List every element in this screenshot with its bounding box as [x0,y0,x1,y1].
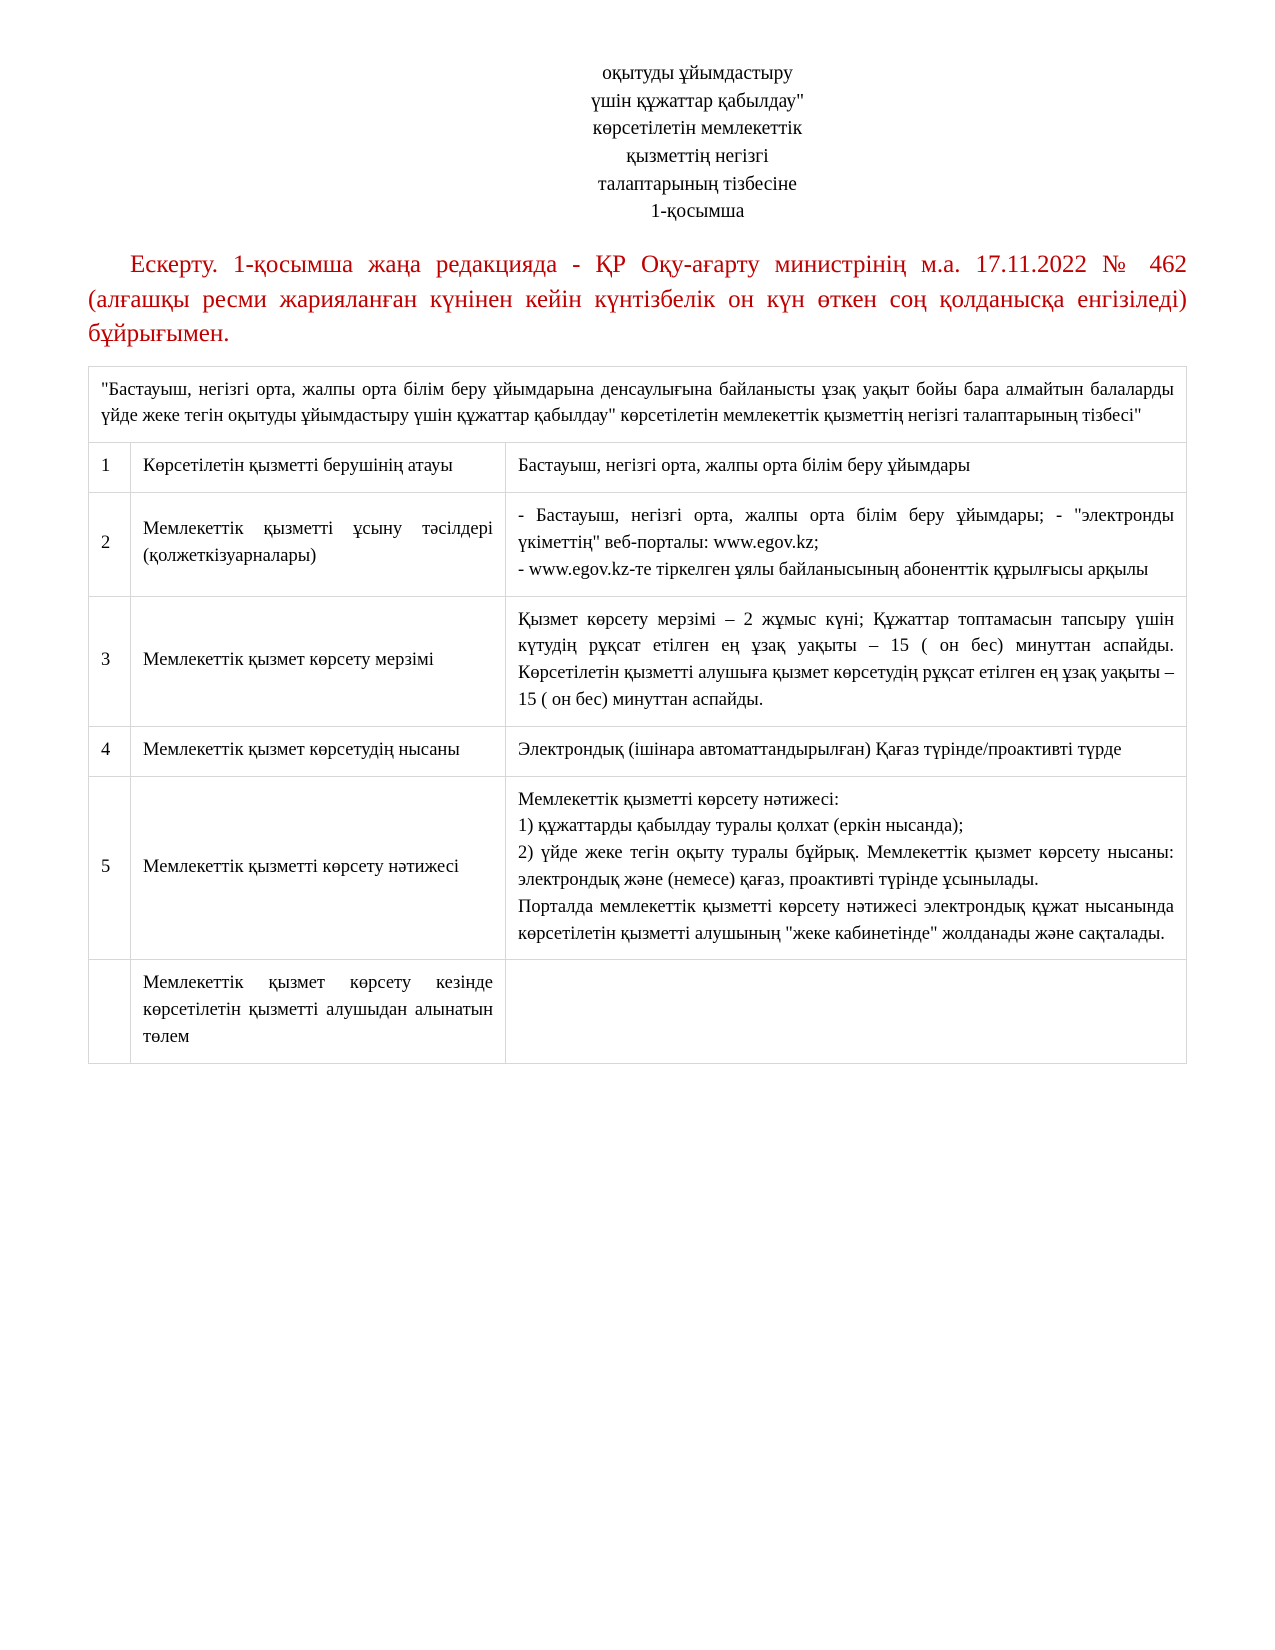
header-line-1: оқытуды ұйымдастыру [602,63,793,84]
row-value-part: - Бастауыш, негізгі орта, жалпы орта білім беру ұйымдары; - "электронды үкіметтің" веб-порталы: www.egov.kz; [518,506,1174,553]
table-title: "Бастауыш, негізгі орта, жалпы орта білім беру ұйымдарына денсаулығына байланысты ұзақ уақыт бойы бара алмайтын балаларды үйде жеке тегін оқытуды ұйымдастыру үшін құжаттар қабылдау" көрсетілетін мемлекеттік қызметтің негізгі талаптарының тізбесі" [89,366,1187,443]
table-row [89,443,1187,493]
row-number: 5 [89,776,131,960]
table-row [89,726,1187,776]
header-line-3: көрсетілетін мемлекеттік [592,118,803,140]
table-row [89,596,1187,726]
row-label: Мемлекеттік қызмет көрсету кезінде көрсетілетін қызметті алушыдан алынатын төлем [131,960,506,1063]
row-number: 2 [89,493,131,596]
table-row [89,493,1187,596]
row-label: Мемлекеттік қызметті ұсыну тәсілдері (қолжеткізуарналары) [131,493,506,596]
row-number: 3 [89,596,131,726]
row-label: Мемлекеттік қызмет көрсетудің нысаны [131,726,506,776]
row-value [506,960,1187,1063]
amendment-note: Ескерту. 1-қосымша жаңа редакцияда - ҚР Оқу-ағарту министрінің м.а. 17.11.2022 № 462 (алғашқы ресми жарияланған күнінен кейін күнтізбелік он күн өткен соң қолданысқа енгізіледі) бұйрығымен. [88,251,1187,348]
service-requirements-table [88,366,1187,1064]
row-number: 4 [89,726,131,776]
row-label: Мемлекеттік қызмет көрсету мерзімі [131,596,506,726]
row-label: Көрсетілетін қызметті берушінің атауы [131,443,506,493]
row-number: 1 [89,443,131,493]
header-line-5: талаптарының тізбесіне [598,173,797,195]
table-row [89,776,1187,960]
row-value: Қызмет көрсету мерзімі – 2 жұмыс күні; Құжаттар топтамасын тапсыру үшін күтудің рұқсат етілген ең ұзақ уақыты – 15 ( он бес) минуттан аспайды. Көрсетілетін қызметті алушыға қызмет көрсетудің рұқсат етілген ең ұзақ уақыты – 15 ( он бес) минуттан аспайды. [506,596,1187,726]
row-number [89,960,131,1063]
table-title-row [89,366,1187,443]
row-value: Электрондық (ішінара автоматтандырылған) Қағаз түрінде/проактивті түрде [506,726,1187,776]
document-header [328,60,1067,226]
row-label: Мемлекеттік қызметті көрсету нәтижесі [131,776,506,960]
row-value-part: 1) құжаттарды қабылдау туралы қолхат (еркін нысанда); [518,816,964,837]
row-value-part: Порталда мемлекеттік қызметті көрсету нәтижесі электрондық құжат нысанында көрсетілетін қызметті алушының "жеке кабинетінде" жолданады және сақталады. [518,896,1174,944]
row-value-part: 2) үйде жеке тегін оқыту туралы бұйрық. Мемлекеттік қызмет көрсету нысаны: электрондық және (немесе) қағаз, проактивті түрінде ұсынылады. [518,843,1174,890]
table-row [89,960,1187,1063]
row-value [506,493,1187,596]
header-line-4: қызметтің негізгі [626,146,769,168]
row-value [506,776,1187,960]
header-line-6: 1-қосымша [650,201,745,223]
row-value-part: - www.egov.kz-те тіркелген ұялы байланысының абоненттік құрылғысы арқылы [518,559,1149,580]
header-line-2: үшін құжаттар қабылдау" [590,90,805,112]
row-value: Бастауыш, негізгі орта, жалпы орта білім беру ұйымдары [506,443,1187,493]
row-value-part: Мемлекеттік қызметті көрсету нәтижесі: [518,789,840,810]
